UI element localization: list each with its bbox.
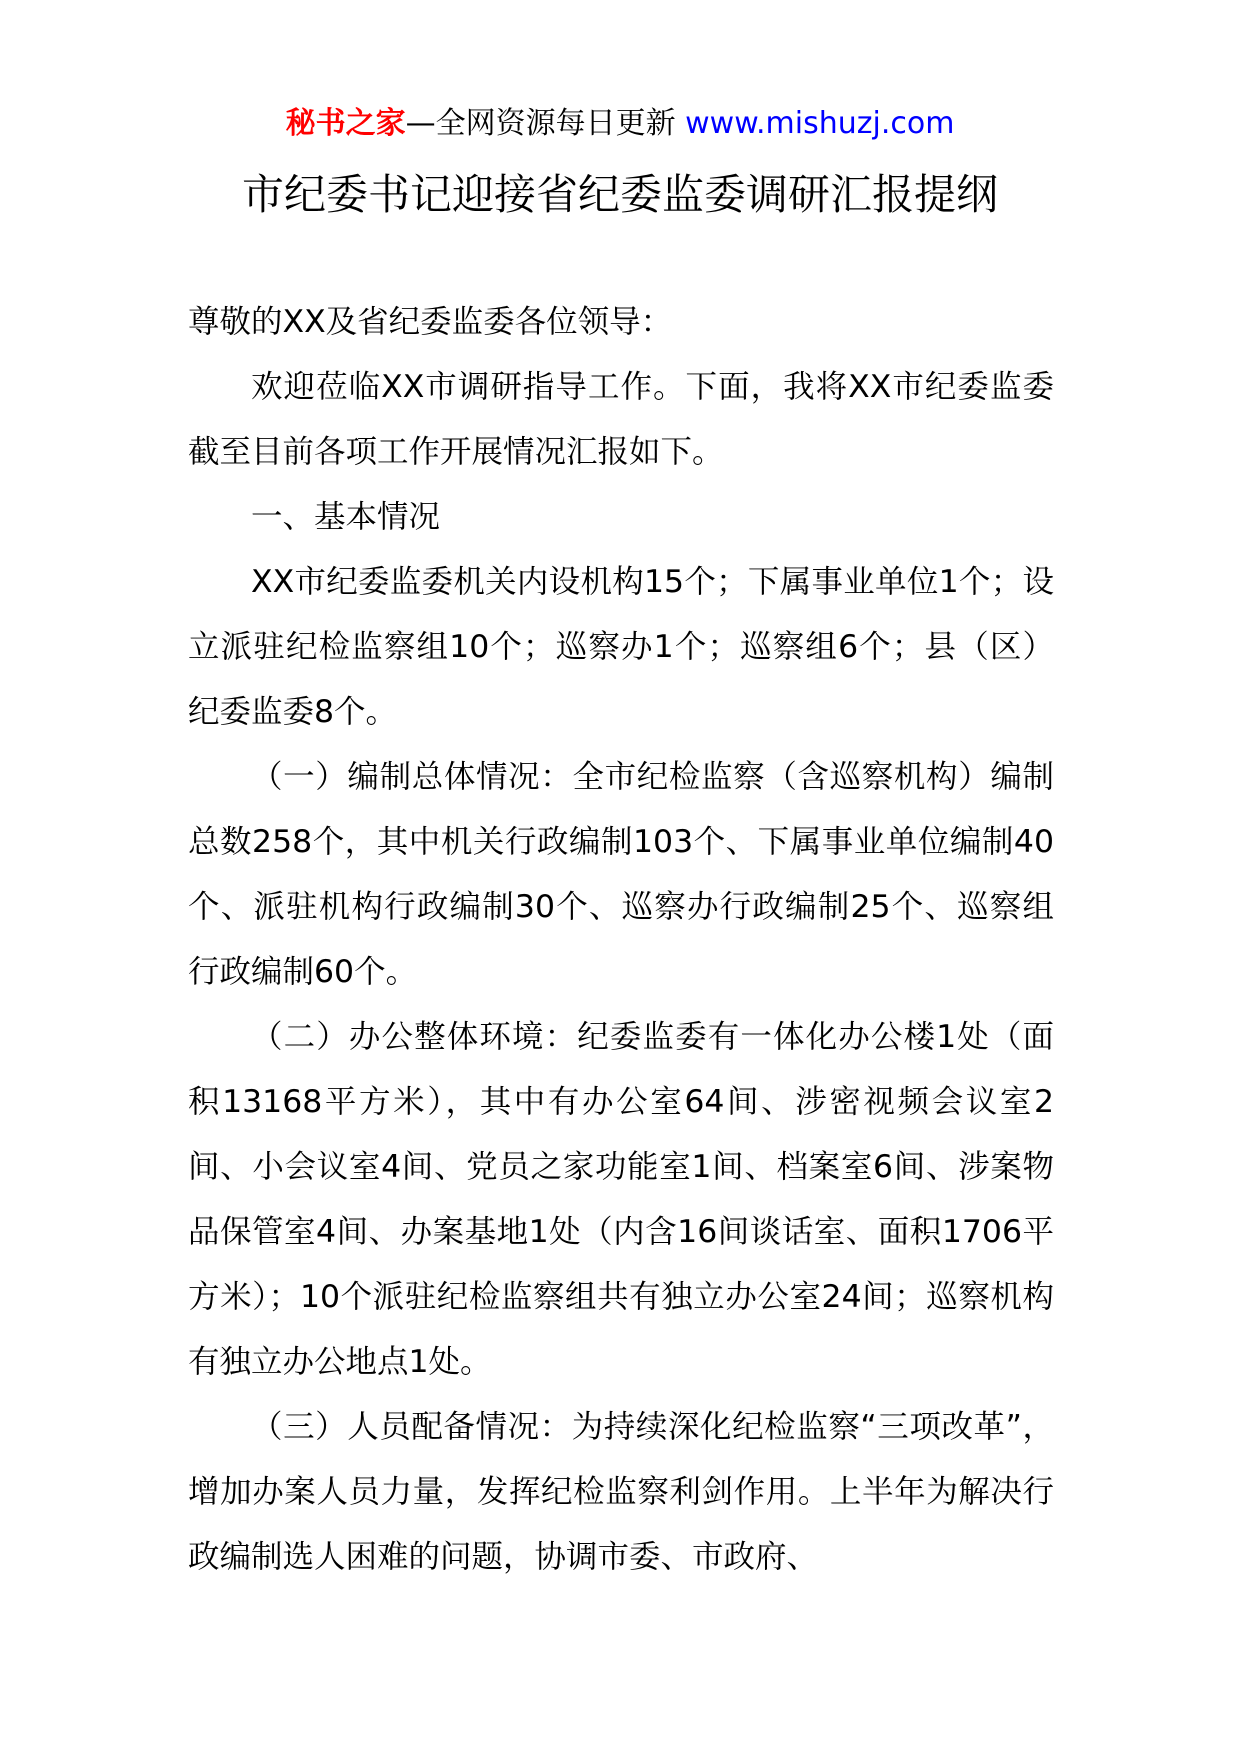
paragraph-organization: XX市纪委监委机关内设机构15个；下属事业单位1个；设立派驻纪检监察组10个；巡察办1个；巡察组6个；县（区）纪委监委8个。: [188, 564, 1054, 730]
paragraph-intro: 欢迎莅临XX市调研指导工作。下面，我将XX市纪委监委截至目前各项工作开展情况汇报如下。: [188, 369, 1054, 470]
paragraph-personnel: （三）人员配备情况：为持续深化纪检监察“三项改革”，增加办案人员力量，发挥纪检监察利剑作用。上半年为解决行政编制选人困难的问题，协调市委、市政府、: [188, 1409, 1054, 1575]
document-body: [188, 290, 1054, 1590]
header-tagline: —全网资源每日更新: [405, 106, 686, 141]
salutation: 尊敬的XX及省纪委监委各位领导：: [188, 304, 673, 340]
brand-name: 秘书之家: [285, 106, 406, 141]
paragraph-office-environment: （二）办公整体环境：纪委监委有一体化办公楼1处（面积13168平方米），其中有办公室64间、涉密视频会议室2间、小会议室4间、党员之家功能室1间、档案室6间、涉案物品保管室4间、办案基地1处（内含16间谈话室、面积1706平方米）；10个派驻纪检监察组共有独立办公室24间；巡察机构有独立办公地点1处。: [188, 1019, 1054, 1380]
paragraph-staffing-quota: （一）编制总体情况：全市纪检监察（含巡察机构）编制总数258个，其中机关行政编制103个、下属事业单位编制40个、派驻机构行政编制30个、巡察办行政编制25个、巡察组行政编制60个。: [188, 759, 1054, 990]
site-url-link[interactable]: www.mishuzj.com: [685, 106, 955, 141]
section-heading-basic: 一、基本情况: [251, 499, 441, 535]
document-title: 市纪委书记迎接省纪委监委调研汇报提纲: [241, 170, 998, 219]
site-header: [0, 100, 1240, 148]
